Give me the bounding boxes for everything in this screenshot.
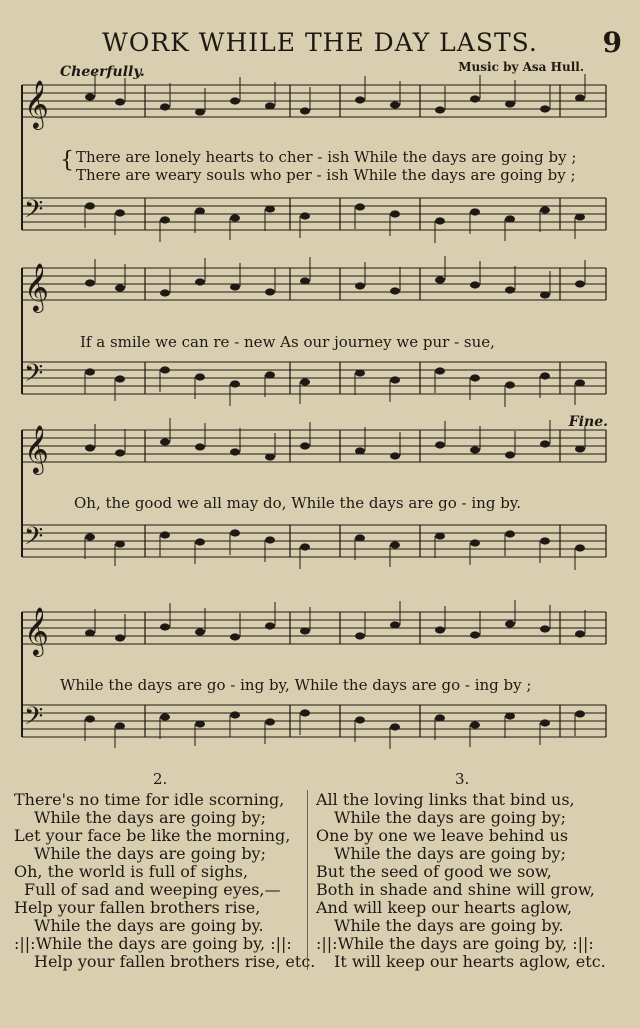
note-head bbox=[265, 371, 275, 378]
note-head bbox=[115, 449, 125, 456]
note-head bbox=[355, 282, 365, 289]
note-head bbox=[115, 540, 125, 547]
note-head bbox=[115, 722, 125, 729]
fine-marking: Fine. bbox=[568, 414, 608, 430]
note-head bbox=[540, 372, 550, 379]
note-head bbox=[195, 278, 205, 285]
verse-2-line: Oh, the world is full of sighs, bbox=[14, 862, 249, 881]
note-head bbox=[505, 451, 515, 458]
note-head bbox=[300, 543, 310, 550]
note-head bbox=[470, 281, 480, 288]
note-head bbox=[540, 537, 550, 544]
note-head bbox=[115, 634, 125, 641]
note-head bbox=[435, 714, 445, 721]
verse-2-line: :||:While the days are going by, :||: bbox=[14, 934, 292, 953]
note-head bbox=[85, 715, 95, 722]
note-head bbox=[470, 208, 480, 215]
note-head bbox=[160, 438, 170, 445]
note-head bbox=[390, 541, 400, 548]
column-divider bbox=[307, 790, 308, 970]
note-head bbox=[435, 276, 445, 283]
note-head bbox=[85, 202, 95, 209]
treble-clef: 𝄞 bbox=[24, 79, 49, 128]
note-head bbox=[390, 621, 400, 628]
note-head bbox=[470, 721, 480, 728]
note-head bbox=[470, 374, 480, 381]
note-head bbox=[470, 539, 480, 546]
note-head bbox=[160, 623, 170, 630]
note-head bbox=[540, 206, 550, 213]
note-head bbox=[355, 534, 365, 541]
note-head bbox=[435, 626, 445, 633]
note-head bbox=[160, 216, 170, 223]
note-head bbox=[390, 210, 400, 217]
note-head bbox=[505, 381, 515, 388]
note-head bbox=[575, 630, 585, 637]
note-head bbox=[435, 367, 445, 374]
note-head bbox=[160, 531, 170, 538]
verse-3-line: While the days are going by. bbox=[334, 916, 564, 935]
note-head bbox=[355, 203, 365, 210]
note-head bbox=[390, 452, 400, 459]
note-head bbox=[195, 443, 205, 450]
note-head bbox=[300, 442, 310, 449]
note-head bbox=[355, 632, 365, 639]
page-number: 9 bbox=[602, 26, 622, 59]
note-head bbox=[435, 217, 445, 224]
verse-3-line: And will keep our hearts aglow, bbox=[316, 898, 573, 917]
note-head bbox=[540, 105, 550, 112]
note-head bbox=[505, 100, 515, 107]
tempo-marking: Cheerfully. bbox=[60, 64, 145, 80]
lyric-line-1a: There are lonely hearts to cher - ish While the days are going by ; bbox=[76, 148, 577, 166]
note-head bbox=[575, 213, 585, 220]
note-head bbox=[575, 544, 585, 551]
lyric-line-4: While the days are go - ing by, While the days are go - ing by ; bbox=[60, 676, 532, 694]
note-head bbox=[195, 628, 205, 635]
note-head bbox=[230, 711, 240, 718]
note-head bbox=[160, 366, 170, 373]
composer-credit: Music by Asa Hull. bbox=[458, 60, 584, 74]
note-head bbox=[390, 101, 400, 108]
note-head bbox=[265, 205, 275, 212]
verse-3-line: Both in shade and shine will grow, bbox=[316, 880, 595, 899]
verse-3-line: While the days are going by; bbox=[334, 808, 566, 827]
note-head bbox=[195, 720, 205, 727]
note-head bbox=[265, 718, 275, 725]
bass-clef: 𝄢 bbox=[24, 702, 44, 737]
verse-2-line: There's no time for idle scorning, bbox=[14, 790, 285, 809]
bass-clef: 𝄢 bbox=[24, 359, 44, 394]
note-head bbox=[575, 445, 585, 452]
note-head bbox=[195, 207, 205, 214]
note-head bbox=[230, 380, 240, 387]
note-head bbox=[85, 93, 95, 100]
note-head bbox=[85, 444, 95, 451]
note-head bbox=[505, 530, 515, 537]
note-head bbox=[85, 279, 95, 286]
note-head bbox=[265, 288, 275, 295]
note-head bbox=[470, 446, 480, 453]
note-head bbox=[160, 289, 170, 296]
note-head bbox=[470, 631, 480, 638]
verse-2-line: While the days are going by; bbox=[34, 808, 266, 827]
note-head bbox=[300, 378, 310, 385]
note-head bbox=[355, 369, 365, 376]
note-head bbox=[160, 103, 170, 110]
note-head bbox=[575, 379, 585, 386]
verse-3-line: While the days are going by; bbox=[334, 844, 566, 863]
note-head bbox=[230, 283, 240, 290]
note-head bbox=[85, 533, 95, 540]
verse-2-line: Let your face be like the morning, bbox=[14, 826, 291, 845]
note-head bbox=[265, 622, 275, 629]
note-head bbox=[540, 440, 550, 447]
note-head bbox=[265, 453, 275, 460]
note-head bbox=[265, 536, 275, 543]
note-head bbox=[300, 107, 310, 114]
verse-2-line: Help your fallen brothers rise, bbox=[14, 898, 261, 917]
note-head bbox=[355, 96, 365, 103]
note-head bbox=[230, 529, 240, 536]
verse-number-2: 2. bbox=[153, 770, 168, 788]
note-head bbox=[540, 625, 550, 632]
note-head bbox=[300, 627, 310, 634]
note-head bbox=[505, 215, 515, 222]
note-head bbox=[85, 629, 95, 636]
note-head bbox=[435, 441, 445, 448]
lyric-line-2: If a smile we can re - new As our journey we pur - sue, bbox=[80, 333, 495, 351]
verse-2-line: While the days are going by. bbox=[34, 916, 264, 935]
verse-number-3: 3. bbox=[455, 770, 470, 788]
note-head bbox=[540, 291, 550, 298]
lyric-line-3: Oh, the good we all may do, While the days are go - ing by. bbox=[74, 494, 522, 512]
note-head bbox=[230, 214, 240, 221]
verse-2-line: Help your fallen brothers rise, etc. bbox=[34, 952, 316, 971]
note-head bbox=[575, 710, 585, 717]
note-head bbox=[300, 709, 310, 716]
note-head bbox=[435, 106, 445, 113]
note-head bbox=[540, 719, 550, 726]
verse-3-line: :||:While the days are going by, :||: bbox=[316, 934, 594, 953]
note-head bbox=[390, 376, 400, 383]
bass-clef: 𝄢 bbox=[24, 195, 44, 230]
note-head bbox=[230, 448, 240, 455]
verse-3-line: One by one we leave behind us bbox=[316, 826, 569, 845]
note-head bbox=[265, 102, 275, 109]
note-head bbox=[355, 447, 365, 454]
verse-3-line: But the seed of good we sow, bbox=[316, 862, 552, 881]
note-head bbox=[195, 373, 205, 380]
note-head bbox=[470, 95, 480, 102]
treble-clef: 𝄞 bbox=[24, 424, 49, 473]
note-head bbox=[115, 284, 125, 291]
note-head bbox=[435, 532, 445, 539]
bass-clef: 𝄢 bbox=[24, 522, 44, 557]
lyric-line-1b: There are weary souls who per - ish While the days are going by ; bbox=[76, 166, 576, 184]
note-head bbox=[575, 94, 585, 101]
note-head bbox=[355, 716, 365, 723]
note-head bbox=[230, 633, 240, 640]
note-head bbox=[390, 287, 400, 294]
verse-2-line: Full of sad and weeping eyes,— bbox=[24, 880, 281, 899]
note-head bbox=[575, 280, 585, 287]
verse-3-line: All the loving links that bind us, bbox=[316, 790, 575, 809]
hymn-title: WORK WHILE THE DAY LASTS. bbox=[102, 28, 538, 57]
note-head bbox=[505, 712, 515, 719]
treble-clef: 𝄞 bbox=[24, 606, 49, 655]
note-head bbox=[85, 368, 95, 375]
note-head bbox=[505, 286, 515, 293]
note-head bbox=[195, 108, 205, 115]
note-head bbox=[115, 375, 125, 382]
note-head bbox=[230, 97, 240, 104]
verse-3-line: It will keep our hearts aglow, etc. bbox=[334, 952, 606, 971]
note-head bbox=[300, 277, 310, 284]
note-head bbox=[505, 620, 515, 627]
verse-2-line: While the days are going by; bbox=[34, 844, 266, 863]
note-head bbox=[390, 723, 400, 730]
note-head bbox=[195, 538, 205, 545]
note-head bbox=[160, 713, 170, 720]
note-head bbox=[300, 212, 310, 219]
treble-clef: 𝄞 bbox=[24, 262, 49, 311]
note-head bbox=[115, 98, 125, 105]
note-head bbox=[115, 209, 125, 216]
lyric-brace: { bbox=[60, 148, 74, 173]
